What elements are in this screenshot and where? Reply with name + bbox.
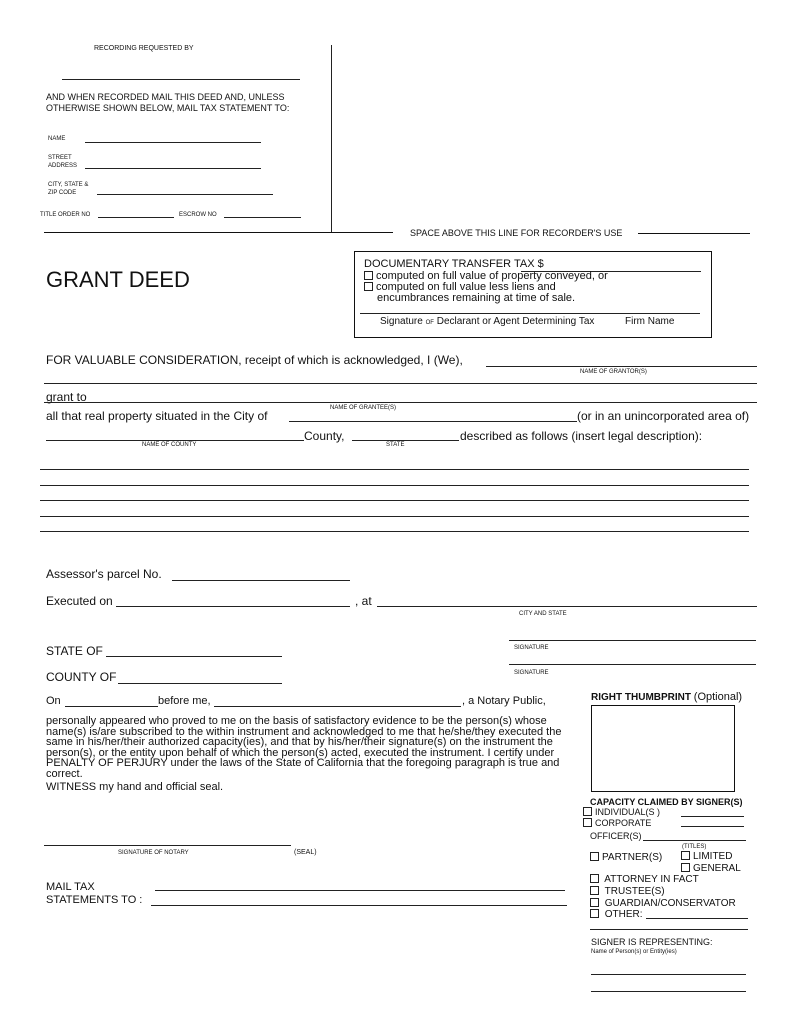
city-label-1: CITY, STATE & — [48, 182, 89, 188]
partner-limited: LIMITED — [681, 851, 732, 862]
on-label: On — [46, 695, 61, 707]
notary-signature-line[interactable] — [44, 845, 291, 846]
mail-tax-label-2: STATEMENTS TO : — [46, 894, 143, 906]
mail-tax-label-1: MAIL TAX — [46, 881, 95, 893]
notary-acknowledgment-paragraph: personally appeared who proved to me on the basis of satisfactory evidence to be the person(s) whose name(s) is/are subscribed to the within instrument and acknowledged to me that he/she/they executed the same in his/her/their authorized capacity(ies), and that by his/her/their signature(s) on the instrument the person(s), or the entity upon behalf of which the person(s) acted, executed the instrument. I certify under PENALTY OF PERJURY under the laws of the State of California that the foregoing paragraph is true and correct. — [46, 715, 562, 780]
representing-line-1[interactable] — [591, 974, 746, 975]
partners-checkbox[interactable] — [590, 852, 599, 861]
assessor-parcel-label: Assessor's parcel No. — [46, 567, 162, 581]
legal-description-line-1[interactable] — [40, 469, 749, 470]
corporate-checkbox[interactable] — [583, 818, 592, 827]
less-liens-label-cont: encumbrances remaining at time of sale. — [377, 292, 576, 304]
capacity-other: OTHER: — [590, 909, 643, 920]
transfer-tax-heading: DOCUMENTARY TRANSFER TAX $ — [364, 258, 544, 270]
thumbprint-label: RIGHT THUMBPRINT (Optional) — [591, 691, 743, 703]
mail-tax-line-2[interactable] — [151, 905, 567, 906]
street-label-1: STREET — [48, 155, 72, 161]
title-order-line[interactable] — [98, 217, 174, 218]
corporate-line[interactable] — [681, 826, 744, 827]
witness-text: WITNESS my hand and official seal. — [46, 781, 224, 793]
declarant-signature-line[interactable] — [360, 313, 700, 314]
described-as-follows-text: described as follows (insert legal description): — [460, 429, 703, 443]
partner-general: GENERAL — [681, 863, 741, 874]
title-order-label: TITLE ORDER NO — [40, 212, 91, 218]
state-caption: STATE — [386, 442, 405, 448]
county-name-line[interactable] — [46, 440, 304, 441]
unincorporated-text: (or in an unincorporated area of) — [577, 409, 750, 423]
guardian-checkbox[interactable] — [590, 898, 599, 907]
notary-public-label: , a Notary Public, — [462, 695, 546, 707]
legal-description-line-3[interactable] — [40, 500, 749, 501]
signature-line-1[interactable] — [509, 640, 756, 641]
escrow-line[interactable] — [224, 217, 301, 218]
header-divider-vertical — [331, 45, 332, 233]
seal-caption: (SEAL) — [294, 849, 317, 856]
county-caption: NAME OF COUNTY — [142, 442, 197, 448]
firm-name-caption: Firm Name — [625, 316, 675, 327]
capacity-officers: OFFICER(S) — [590, 831, 642, 841]
escrow-label: ESCROW NO — [179, 212, 217, 218]
grantor-name-line[interactable] — [486, 366, 757, 367]
name-line[interactable] — [85, 142, 261, 143]
signature-caption-2: SIGNATURE — [514, 670, 549, 676]
state-of-label: STATE OF — [46, 644, 103, 658]
legal-description-line-2[interactable] — [40, 485, 749, 486]
street-address-line[interactable] — [85, 168, 261, 169]
general-checkbox[interactable] — [681, 863, 690, 872]
full-value-label: computed on full value of property conveyed, or — [376, 270, 608, 282]
mail-instructions-line2: OTHERWISE SHOWN BELOW, MAIL TAX STATEMENT TO: — [46, 103, 290, 113]
grantor-name-line-2[interactable] — [44, 383, 757, 384]
capacity-guardian: GUARDIAN/CONSERVATOR — [590, 898, 736, 909]
grantee-caption: NAME OF GRANTEE(S) — [330, 405, 397, 411]
notary-name-line[interactable] — [214, 706, 461, 707]
recorder-line-left — [44, 232, 393, 233]
grantee-name-line[interactable] — [44, 402, 757, 403]
titles-caption: (TITLES) — [682, 844, 707, 850]
city-state-zip-line[interactable] — [97, 194, 273, 195]
at-label: , at — [355, 594, 372, 608]
other-line[interactable] — [646, 918, 748, 919]
other-checkbox[interactable] — [590, 909, 599, 918]
signer-representing-label: SIGNER IS REPRESENTING: — [591, 937, 713, 947]
county-word: County, — [304, 429, 345, 443]
assessor-parcel-line[interactable] — [172, 580, 350, 581]
executed-at-line[interactable] — [377, 606, 757, 607]
capacity-individual: INDIVIDUAL(S ) — [583, 807, 660, 817]
state-line[interactable] — [352, 440, 459, 441]
notary-signature-caption: SIGNATURE OF NOTARY — [118, 850, 189, 856]
recorder-space-label: SPACE ABOVE THIS LINE FOR RECORDER'S USE — [410, 228, 623, 238]
thumbprint-box[interactable] — [591, 705, 735, 792]
before-me-label: before me, — [158, 695, 211, 707]
declarant-signature-caption: Signature OF Declarant or Agent Determining Tax — [380, 316, 595, 327]
mail-tax-line-1[interactable] — [155, 890, 565, 891]
individual-checkbox[interactable] — [583, 807, 592, 816]
recording-requested-by-line[interactable] — [62, 79, 300, 80]
individual-line[interactable] — [681, 816, 744, 817]
consideration-text: FOR VALUABLE CONSIDERATION, receipt of which is acknowledged, I (We), — [46, 353, 463, 367]
limited-checkbox[interactable] — [681, 851, 690, 860]
representing-caption: Name of Person(s) or Entity(ies) — [591, 949, 677, 955]
name-label: NAME — [48, 136, 66, 142]
city-label-2: ZIP CODE — [48, 190, 77, 196]
representing-line-2[interactable] — [591, 991, 746, 992]
state-of-line[interactable] — [106, 656, 282, 657]
notary-date-line[interactable] — [65, 706, 158, 707]
signature-line-2[interactable] — [509, 664, 756, 665]
city-of-line[interactable] — [289, 421, 577, 422]
officers-line[interactable] — [643, 840, 746, 841]
city-state-caption: CITY AND STATE — [519, 611, 567, 617]
executed-on-label: Executed on — [46, 594, 113, 608]
executed-on-line[interactable] — [116, 606, 350, 607]
legal-description-line-5[interactable] — [40, 531, 749, 532]
capacity-divider — [590, 929, 748, 930]
recorder-line-right — [638, 233, 750, 234]
document-title: GRANT DEED — [46, 267, 190, 292]
property-situated-text: all that real property situated in the City of — [46, 409, 268, 423]
street-label-2: ADDRESS — [48, 163, 78, 169]
legal-description-line-4[interactable] — [40, 516, 749, 517]
grant-to-text: grant to — [46, 390, 87, 404]
capacity-trustees: TRUSTEE(S) — [590, 886, 665, 897]
county-of-label: COUNTY OF — [46, 670, 117, 684]
capacity-attorney: ATTORNEY IN FACT — [590, 874, 699, 885]
trustees-checkbox[interactable] — [590, 886, 599, 895]
recording-requested-by-label: RECORDING REQUESTED BY — [94, 45, 194, 52]
less-liens-label: computed on full value less liens and — [376, 281, 556, 293]
capacity-corporate: CORPORATE — [583, 818, 651, 828]
capacity-partners: PARTNER(S) — [590, 852, 662, 863]
less-liens-checkbox[interactable] — [364, 282, 373, 291]
county-of-line[interactable] — [118, 683, 282, 684]
grantor-caption: NAME OF GRANTOR(S) — [580, 369, 647, 375]
capacity-heading: CAPACITY CLAIMED BY SIGNER(S) — [590, 797, 743, 807]
mail-instructions-line1: AND WHEN RECORDED MAIL THIS DEED AND, UNLESS — [46, 92, 285, 102]
full-value-checkbox[interactable] — [364, 271, 373, 280]
attorney-checkbox[interactable] — [590, 874, 599, 883]
signature-caption-1: SIGNATURE — [514, 645, 549, 651]
